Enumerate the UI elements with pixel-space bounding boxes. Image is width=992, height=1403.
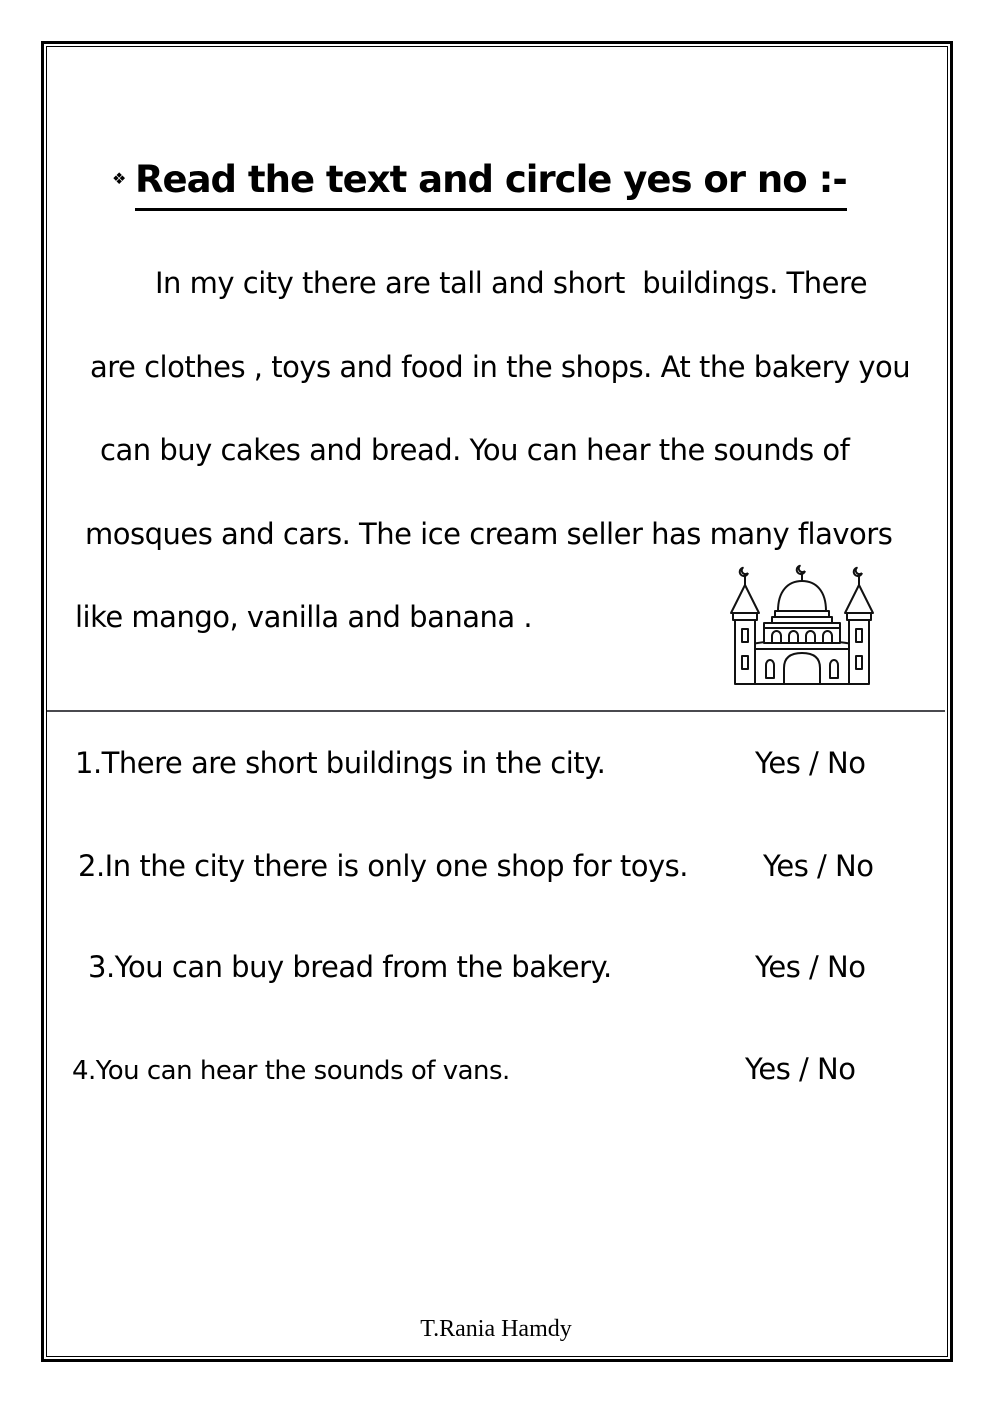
yes-no-choice[interactable]: Yes / No: [745, 1052, 856, 1086]
yes-no-choice[interactable]: Yes / No: [755, 746, 866, 780]
question-text: 2.In the city there is only one shop for toys.: [78, 849, 689, 883]
passage-line: mosques and cars. The ice cream seller has many flavors: [85, 517, 893, 551]
passage-line: In my city there are tall and short buildings. There: [155, 266, 868, 300]
page-title: Read the text and circle yes or no :-: [135, 158, 847, 211]
question-text: 1.There are short buildings in the city.: [75, 746, 606, 780]
yes-no-choice[interactable]: Yes / No: [755, 950, 866, 984]
page-border: [41, 41, 953, 1362]
passage-line: are clothes , toys and food in the shops. At the bakery you: [90, 350, 911, 384]
footer-author: T.Rania Hamdy: [420, 1316, 572, 1342]
question-text: 4.You can hear the sounds of vans.: [72, 1056, 510, 1086]
mosque-icon: [722, 563, 882, 691]
passage-line: can buy cakes and bread. You can hear the sounds of: [100, 433, 850, 467]
question-text: 3.You can buy bread from the bakery.: [88, 950, 612, 984]
section-divider: [47, 710, 945, 712]
diamond-bullet-icon: ❖: [112, 169, 127, 188]
page-border-inner: [46, 46, 948, 1357]
yes-no-choice[interactable]: Yes / No: [763, 849, 874, 883]
passage-line: like mango, vanilla and banana .: [75, 600, 533, 634]
